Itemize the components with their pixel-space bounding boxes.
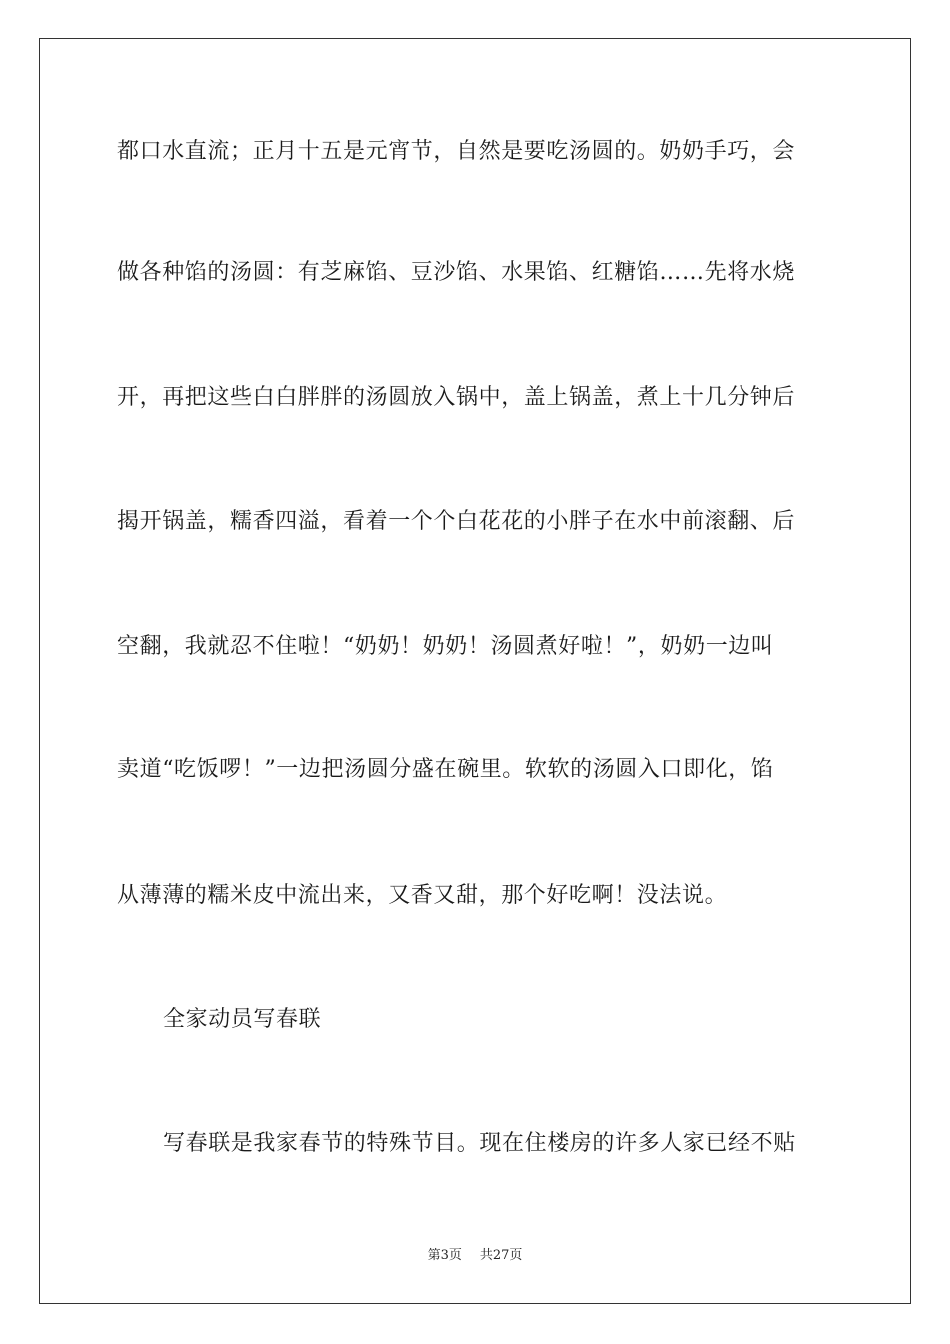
body-text-line: 空翻，我就忍不住啦！“奶奶！奶奶！汤圆煮好啦！”，奶奶一边叫 — [117, 634, 774, 659]
page-total: 共27页 — [479, 1248, 523, 1263]
body-text-line: 都口水直流；正月十五是元宵节，自然是要吃汤圆的。奶奶手巧，会 — [117, 139, 796, 164]
paragraph-start: 写春联是我家春节的特殊节目。现在住楼房的许多人家已经不贴 — [163, 1131, 796, 1156]
body-text-line: 揭开锅盖，糯香四溢，看着一个个白花花的小胖子在水中前滚翻、后 — [117, 509, 796, 534]
section-heading: 全家动员写春联 — [163, 1007, 322, 1032]
body-text-line: 从薄薄的糯米皮中流出来，又香又甜，那个好吃啊！没法说。 — [117, 883, 728, 908]
body-text-line: 做各种馅的汤圆：有芝麻馅、豆沙馅、水果馅、红糖馅……先将水烧 — [117, 260, 796, 285]
page-number: 第3页 — [427, 1248, 462, 1263]
page-border — [39, 38, 911, 1304]
page-footer — [0, 1247, 950, 1265]
body-text-line: 卖道“吃饭啰！”一边把汤圆分盛在碗里。软软的汤圆入口即化，馅 — [117, 757, 774, 782]
body-text-line: 开，再把这些白白胖胖的汤圆放入锅中，盖上锅盖，煮上十几分钟后 — [117, 385, 796, 410]
